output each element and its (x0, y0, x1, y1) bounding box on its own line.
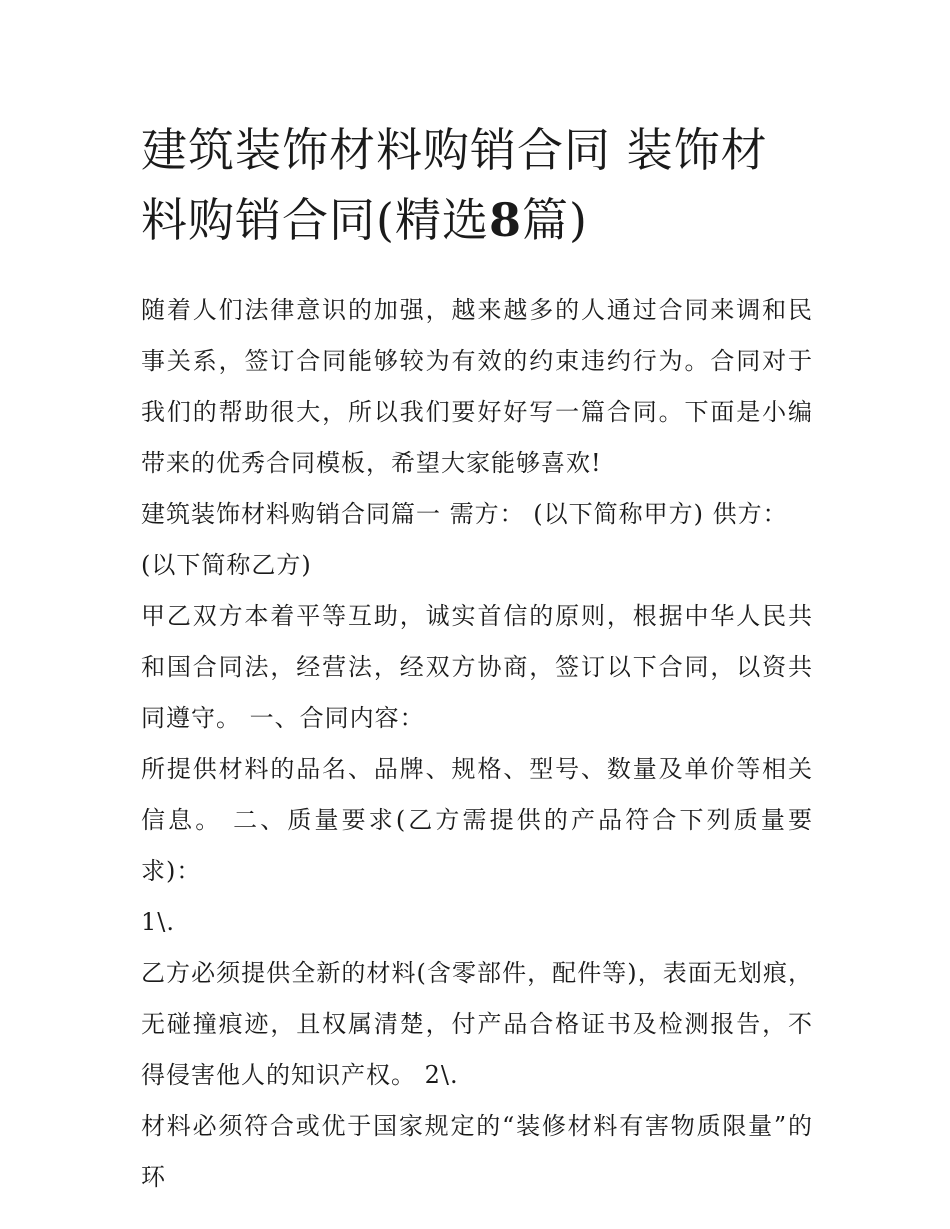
document-body (141, 285, 813, 1203)
paragraph-principles: 甲乙双方本着平等互助，诚实首信的原则，根据中华人民共和国合同法，经营法，经双方协商，签订以下合同，以资共同遵守。 一、合同内容： (141, 602, 813, 732)
title-number: 8 (488, 193, 522, 247)
paragraph-standards: 材料必须符合或优于国家规定的“装修材料有害物质限量”的环 (141, 1112, 813, 1191)
paragraph-contents: 所提供材料的品名、品牌、规格、型号、数量及单价等相关信息。 二、质量要求(乙方需提供的产品符合下列质量要求)： (141, 755, 813, 885)
paragraph-intro: 随着人们法律意识的加强，越来越多的人通过合同来调和民事关系，签订合同能够较为有效的约束违约行为。合同对于我们的帮助很大，所以我们要好好写一篇合同。下面是小编带来的优秀合同模板，希望大家能够喜欢! (141, 296, 813, 477)
paragraph-item-1: 1\. (141, 908, 175, 936)
title-text: 建筑装饰材料购销合同 装饰材料购销合同(精选 (141, 123, 768, 247)
document-title (141, 115, 813, 255)
document-content (141, 115, 813, 1203)
paragraph-new-materials: 乙方必须提供全新的材料(含零部件，配件等)，表面无划痕，无碰撞痕迹，且权属清楚，付产品合格证书及检测报告，不得侵害他人的知识产权。 2\. (141, 959, 813, 1089)
title-suffix: 篇) (521, 193, 588, 247)
paragraph-party-b: (以下简称乙方) (141, 551, 312, 579)
paragraph-contract-heading: 建筑装饰材料购销合同篇一 需方： (以下简称甲方) 供方： (141, 500, 788, 528)
